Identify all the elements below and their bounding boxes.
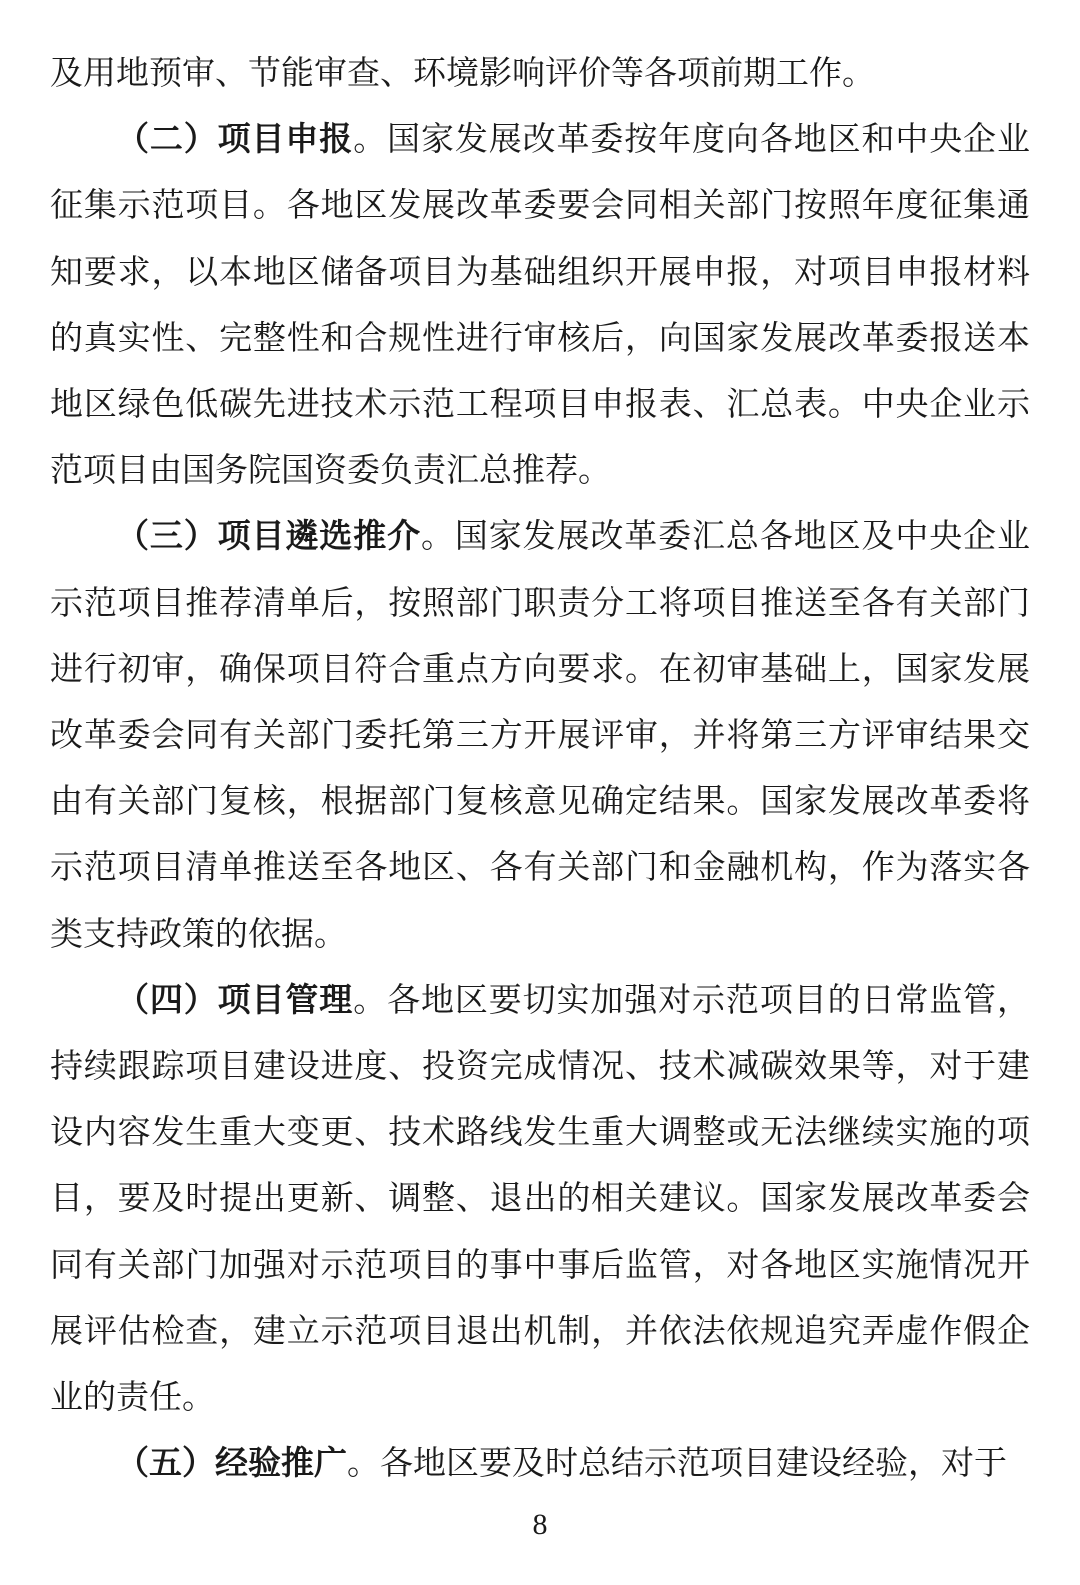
paragraph-heading: （四）项目管理 <box>116 979 354 1019</box>
paragraph-body: 。国家发展改革委按年度向各地区和中央企业征集示范项目。各地区发展改革委要会同相关部门按照年度征集通知要求，以本地区储备项目为基础组织开展申报，对项目申报材料的真实性、完整性和合规性进行审核后，向国家发展改革委报送本地区绿色低碳先进技术示范工程项目申报表、汇总表。中央企业示范项目由国务院国资委负责汇总推荐。 <box>50 119 1031 490</box>
paragraph-continuation <box>50 40 1030 106</box>
paragraph-project-management <box>50 967 1030 1430</box>
paragraph-project-application <box>50 106 1030 503</box>
page-number: 8 <box>532 1508 548 1541</box>
paragraph-heading: （五）经验推广 <box>116 1443 347 1483</box>
paragraph-heading: （三）项目遴选推介 <box>116 516 421 556</box>
paragraph-body: 。各地区要及时总结示范项目建设经验，对于 <box>347 1443 1007 1483</box>
paragraph-body: 。国家发展改革委汇总各地区及中央企业示范项目推荐清单后，按照部门职责分工将项目推送至各有关部门进行初审，确保项目符合重点方向要求。在初审基础上，国家发展改革委会同有关部门委托第三方开展评审，并将第三方评审结果交由有关部门复核，根据部门复核意见确定结果。国家发展改革委将示范项目清单推送至各地区、各有关部门和金融机构，作为落实各类支持政策的依据。 <box>50 516 1031 953</box>
paragraph-project-selection <box>50 503 1030 966</box>
paragraph-heading: （二）项目申报 <box>116 119 354 159</box>
document-body <box>50 40 1030 1496</box>
paragraph-experience-promotion <box>50 1430 1030 1496</box>
paragraph-body: 。各地区要切实加强对示范项目的日常监管，持续跟踪项目建设进度、投资完成情况、技术减碳效果等，对于建设内容发生重大变更、技术路线发生重大调整或无法继续实施的项目，要及时提出更新、调整、退出的相关建议。国家发展改革委会同有关部门加强对示范项目的事中事后监管，对各地区实施情况开展评估检查，建立示范项目退出机制，并依法依规追究弄虚作假企业的责任。 <box>50 979 1031 1417</box>
paragraph-body: 及用地预审、节能审查、环境影响评价等各项前期工作。 <box>50 53 875 92</box>
